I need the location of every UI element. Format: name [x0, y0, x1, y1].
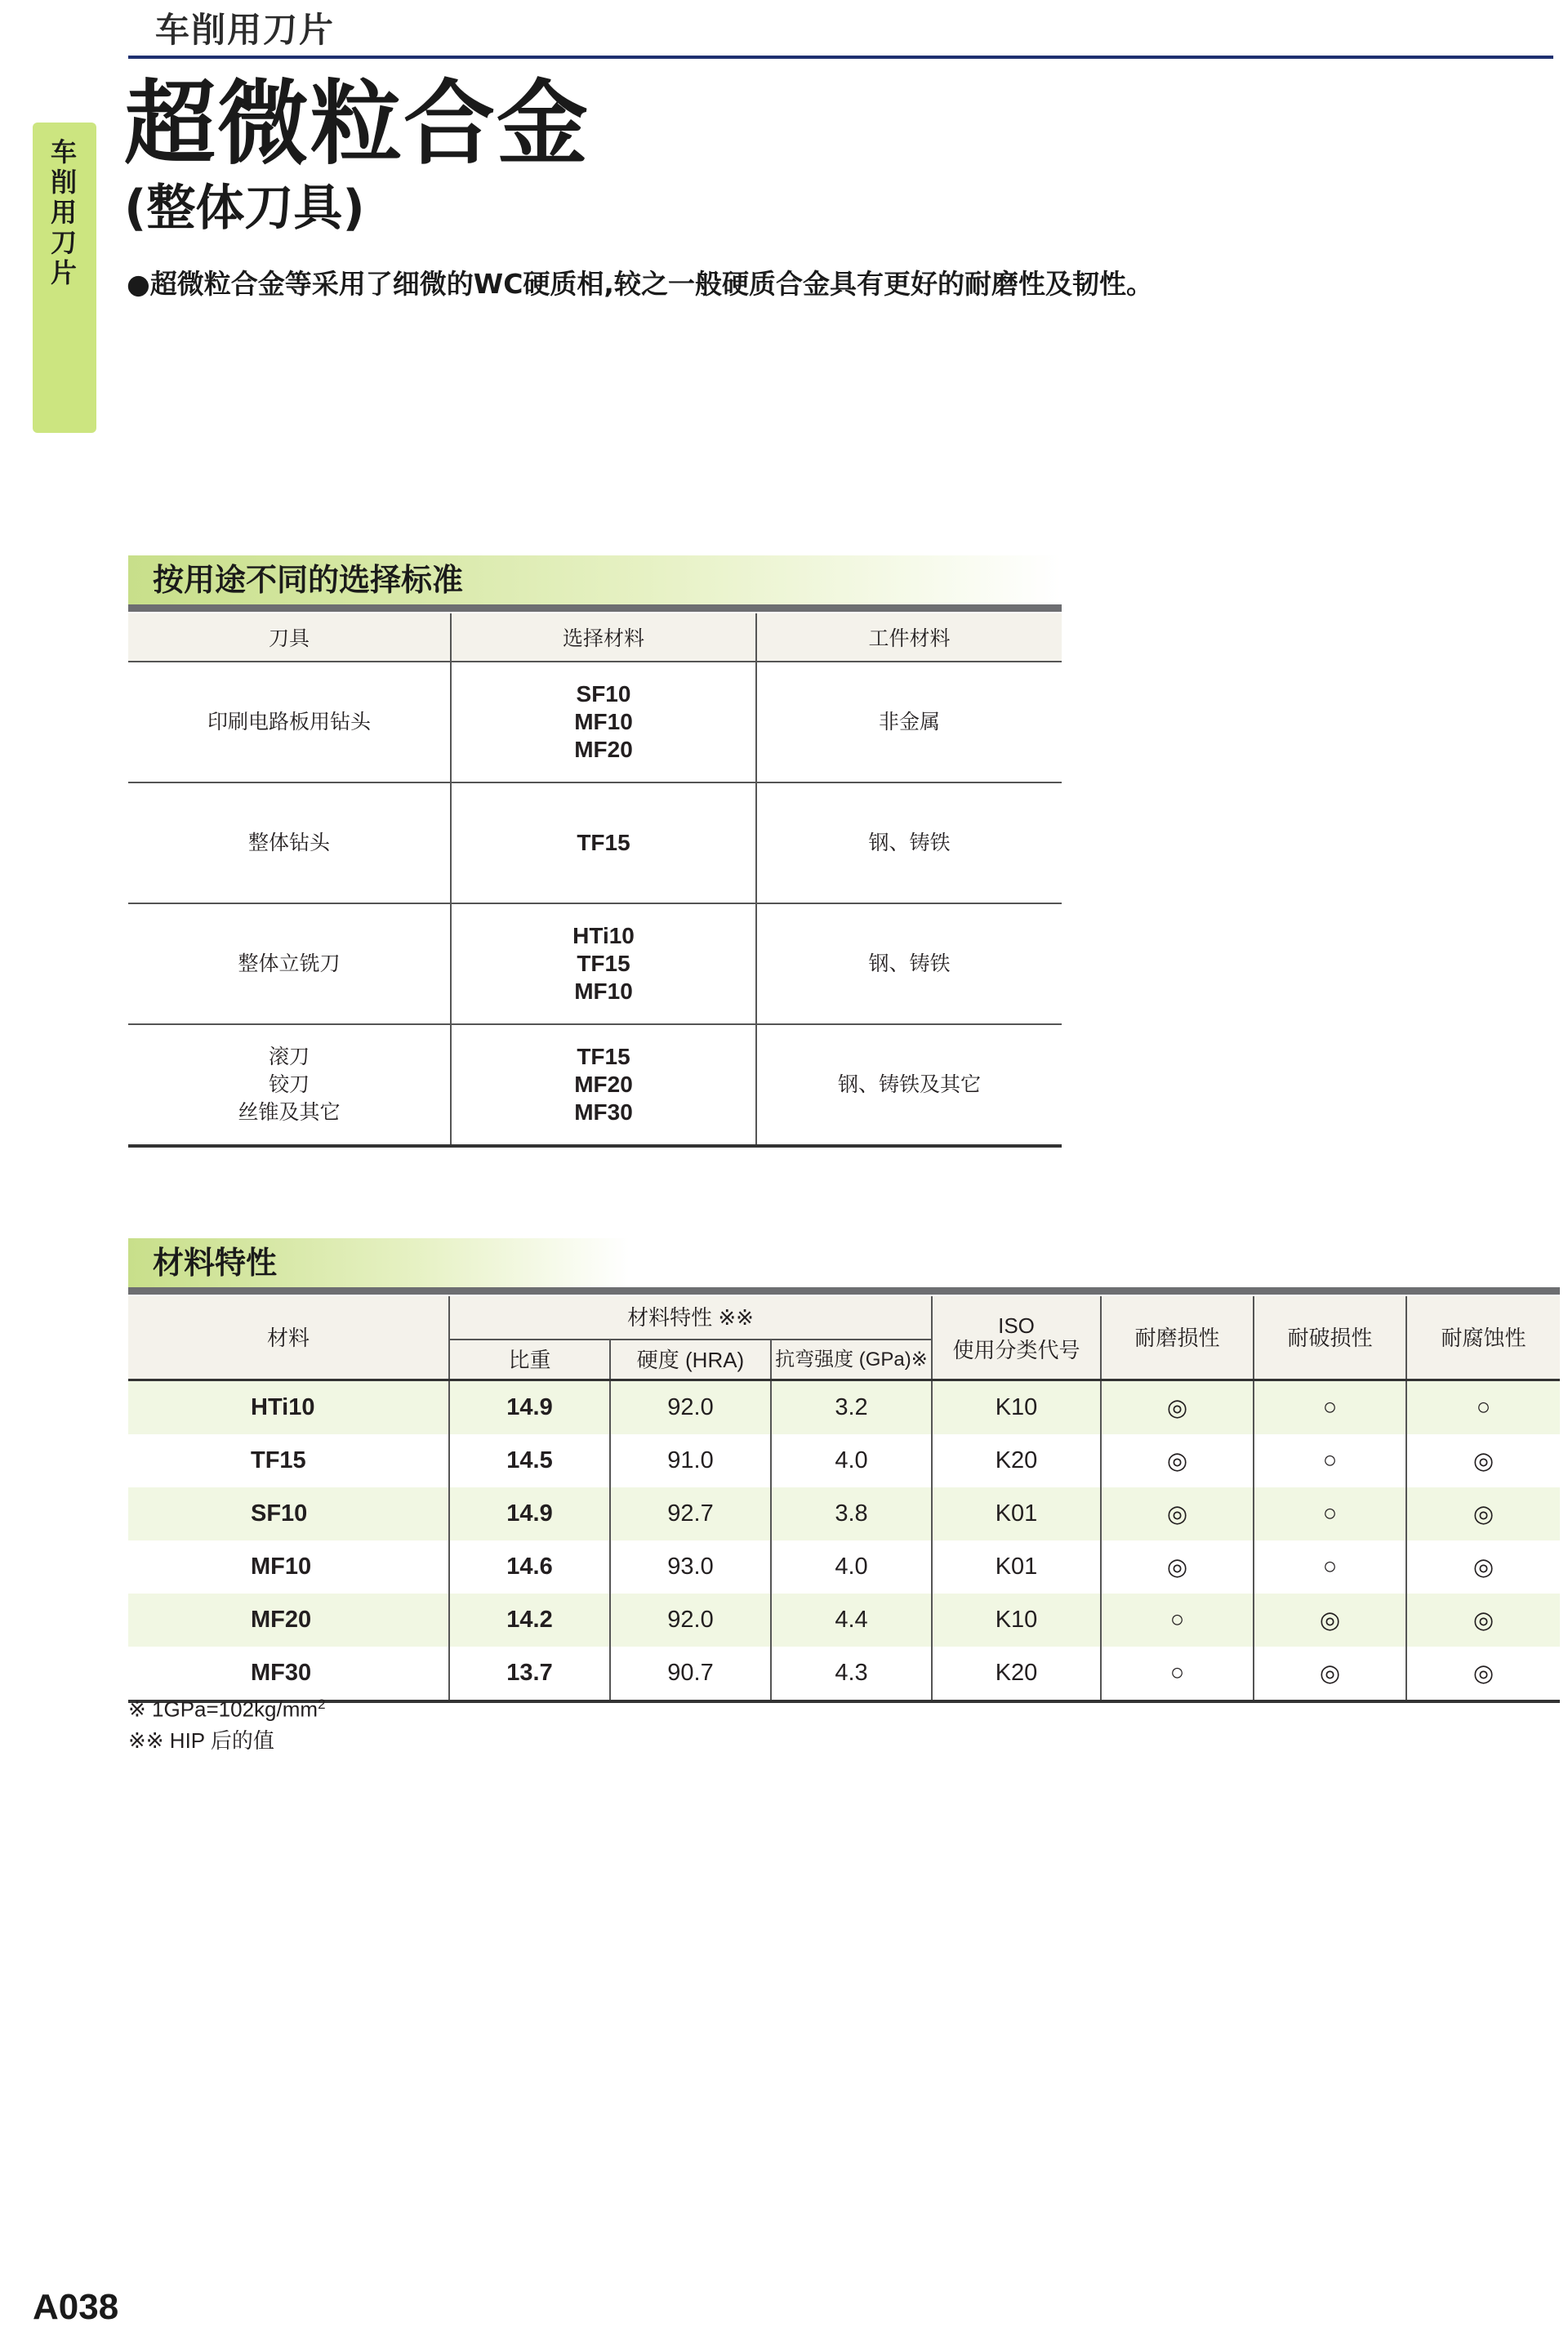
- grade-code: MF30: [574, 1099, 633, 1125]
- workpiece-cell: 钢、铸铁: [756, 903, 1062, 1024]
- density-cell: 14.5: [449, 1434, 610, 1487]
- selection-section-header: [128, 555, 1062, 612]
- grade-code: TF15: [577, 951, 630, 976]
- header-rule: [128, 56, 1553, 59]
- iso-cell: K20: [932, 1434, 1101, 1487]
- col-header-density: 比重: [449, 1340, 610, 1380]
- material-cell: MF10: [251, 1554, 312, 1580]
- tool-name: 整体立铣刀: [238, 952, 341, 975]
- wear-rating-cell: ○: [1101, 1594, 1254, 1647]
- corrosion-rating-cell: ◎: [1406, 1594, 1560, 1647]
- grade-code: MF20: [574, 1072, 633, 1097]
- properties-table: [128, 1296, 1560, 1703]
- corrosion-rating-cell: ◎: [1406, 1647, 1560, 1701]
- iso-header-line: 使用分类代号: [952, 1337, 1080, 1362]
- hardness-cell: 92.0: [610, 1594, 771, 1647]
- col-header-group: 材料特性 ※※: [449, 1296, 932, 1340]
- grade-cell: [451, 662, 756, 782]
- material-cell: TF15: [251, 1447, 306, 1473]
- col-header-iso: [932, 1296, 1101, 1380]
- table-row: [128, 782, 1062, 903]
- col-header-hardness: 硬度 (HRA): [610, 1340, 771, 1380]
- workpiece-cell: 钢、铸铁及其它: [756, 1024, 1062, 1146]
- strength-cell: 4.0: [771, 1540, 932, 1594]
- corrosion-rating-cell: ◎: [1406, 1434, 1560, 1487]
- col-header-wear: 耐磨损性: [1101, 1296, 1254, 1380]
- fracture-rating-cell: ○: [1254, 1487, 1406, 1540]
- table-row: [128, 903, 1062, 1024]
- grade-cell: [451, 903, 756, 1024]
- iso-cell: K10: [932, 1380, 1101, 1435]
- wear-rating-cell: ○: [1101, 1647, 1254, 1701]
- col-header-workpiece: 工件材料: [756, 613, 1062, 662]
- intro-text: ●超微粒合金等采用了细微的WC硬质相,较之一般硬质合金具有更好的耐磨性及韧性。: [127, 268, 1153, 300]
- iso-cell: K01: [932, 1487, 1101, 1540]
- footnote-1-sup: 2: [318, 1696, 326, 1712]
- table-header-row: [128, 1296, 1560, 1340]
- density-cell: 13.7: [449, 1647, 610, 1701]
- selection-section-title: 按用途不同的选择标准: [128, 555, 1062, 604]
- strength-cell: 3.2: [771, 1380, 932, 1435]
- header-title: 车削用刀片: [155, 10, 336, 50]
- density-cell: 14.9: [449, 1380, 610, 1435]
- wear-rating-cell: ◎: [1101, 1434, 1254, 1487]
- corrosion-rating-cell: ◎: [1406, 1540, 1560, 1594]
- hardness-cell: 90.7: [610, 1647, 771, 1701]
- table-row: [128, 1540, 1560, 1594]
- table-row: [128, 1647, 1560, 1701]
- fracture-rating-cell: ◎: [1254, 1647, 1406, 1701]
- grade-code: MF10: [574, 979, 633, 1004]
- col-header-strength: 抗弯强度 (GPa)※: [771, 1340, 932, 1380]
- grade-code: MF20: [574, 737, 633, 762]
- material-cell: MF30: [128, 1647, 449, 1701]
- hardness-cell: 93.0: [610, 1540, 771, 1594]
- selection-table: [128, 613, 1062, 1148]
- fracture-rating-cell: ○: [1254, 1540, 1406, 1594]
- table-row: [128, 1594, 1560, 1647]
- tool-name: 铰刀: [268, 1072, 310, 1096]
- side-tab-label: 车削用刀片: [50, 136, 77, 288]
- hardness-cell: 92.0: [610, 1380, 771, 1435]
- fracture-rating-cell: ○: [1254, 1380, 1406, 1435]
- workpiece-cell: 非金属: [756, 662, 1062, 782]
- iso-cell: K10: [932, 1594, 1101, 1647]
- fracture-rating-cell: ○: [1254, 1434, 1406, 1487]
- grade-code: TF15: [577, 830, 630, 855]
- col-header-tool: 刀具: [128, 613, 451, 662]
- corrosion-rating-cell: ○: [1406, 1380, 1560, 1435]
- material-cell: SF10: [128, 1487, 449, 1540]
- col-header-grade: 选择材料: [451, 613, 756, 662]
- grade-cell: [451, 1024, 756, 1146]
- table-row: [128, 1434, 1560, 1487]
- tool-name: 印刷电路板用钻头: [207, 710, 371, 733]
- grade-code: HTi10: [572, 923, 635, 948]
- fracture-rating-cell: ◎: [1254, 1594, 1406, 1647]
- main-title: 超微粒合金: [124, 71, 590, 177]
- material-cell: MF20: [128, 1594, 449, 1647]
- workpiece-cell: 钢、铸铁: [756, 782, 1062, 903]
- wear-rating-cell: ◎: [1101, 1380, 1254, 1435]
- footnote-1: [128, 1689, 326, 1725]
- wear-rating-cell: ◎: [1101, 1540, 1254, 1594]
- grade-code: TF15: [577, 1044, 630, 1069]
- footnote-2: ※※ HIP 后的值: [128, 1727, 274, 1753]
- table-row: [128, 1487, 1560, 1540]
- tool-name: 滚刀: [268, 1045, 310, 1068]
- grade-code: MF10: [574, 709, 633, 734]
- iso-header-line: ISO: [998, 1313, 1035, 1338]
- strength-cell: 3.8: [771, 1487, 932, 1540]
- wear-rating-cell: ◎: [1101, 1487, 1254, 1540]
- material-cell: HTi10: [128, 1380, 449, 1435]
- properties-section-title: 材料特性: [128, 1238, 1560, 1287]
- footnotes: [128, 1689, 326, 1756]
- corrosion-rating-cell: ◎: [1406, 1487, 1560, 1540]
- table-row: [128, 1380, 1560, 1435]
- strength-cell: 4.4: [771, 1594, 932, 1647]
- tool-name: 整体钻头: [247, 831, 330, 854]
- strength-cell: 4.0: [771, 1434, 932, 1487]
- grade-cell: [451, 782, 756, 903]
- properties-section-header: [128, 1238, 1560, 1295]
- density-cell: 14.9: [449, 1487, 610, 1540]
- strength-cell: 4.3: [771, 1647, 932, 1701]
- hardness-cell: 92.7: [610, 1487, 771, 1540]
- hardness-cell: 91.0: [610, 1434, 771, 1487]
- tool-cell: [128, 662, 451, 782]
- grade-code: SF10: [576, 681, 631, 707]
- table-header-row: [128, 613, 1062, 662]
- tool-name: 丝锥及其它: [238, 1100, 341, 1124]
- col-header-material: 材料: [128, 1296, 449, 1380]
- table-row: [128, 1024, 1062, 1146]
- table-row: [128, 662, 1062, 782]
- section-divider: [128, 604, 1062, 612]
- section-divider: [128, 1287, 1560, 1295]
- tool-cell: [128, 1024, 451, 1146]
- col-header-corrosion: 耐腐蚀性: [1406, 1296, 1560, 1380]
- tool-cell: [128, 903, 451, 1024]
- footnote-1-text: ※ 1GPa=102kg/mm: [128, 1696, 318, 1722]
- tool-cell: [128, 782, 451, 903]
- density-cell: 14.6: [449, 1540, 610, 1594]
- page-number: A038: [33, 2287, 119, 2327]
- sub-title: (整体刀具): [124, 180, 365, 237]
- iso-cell: K01: [932, 1540, 1101, 1594]
- density-cell: 14.2: [449, 1594, 610, 1647]
- iso-cell: K20: [932, 1647, 1101, 1701]
- col-header-fracture: 耐破损性: [1254, 1296, 1406, 1380]
